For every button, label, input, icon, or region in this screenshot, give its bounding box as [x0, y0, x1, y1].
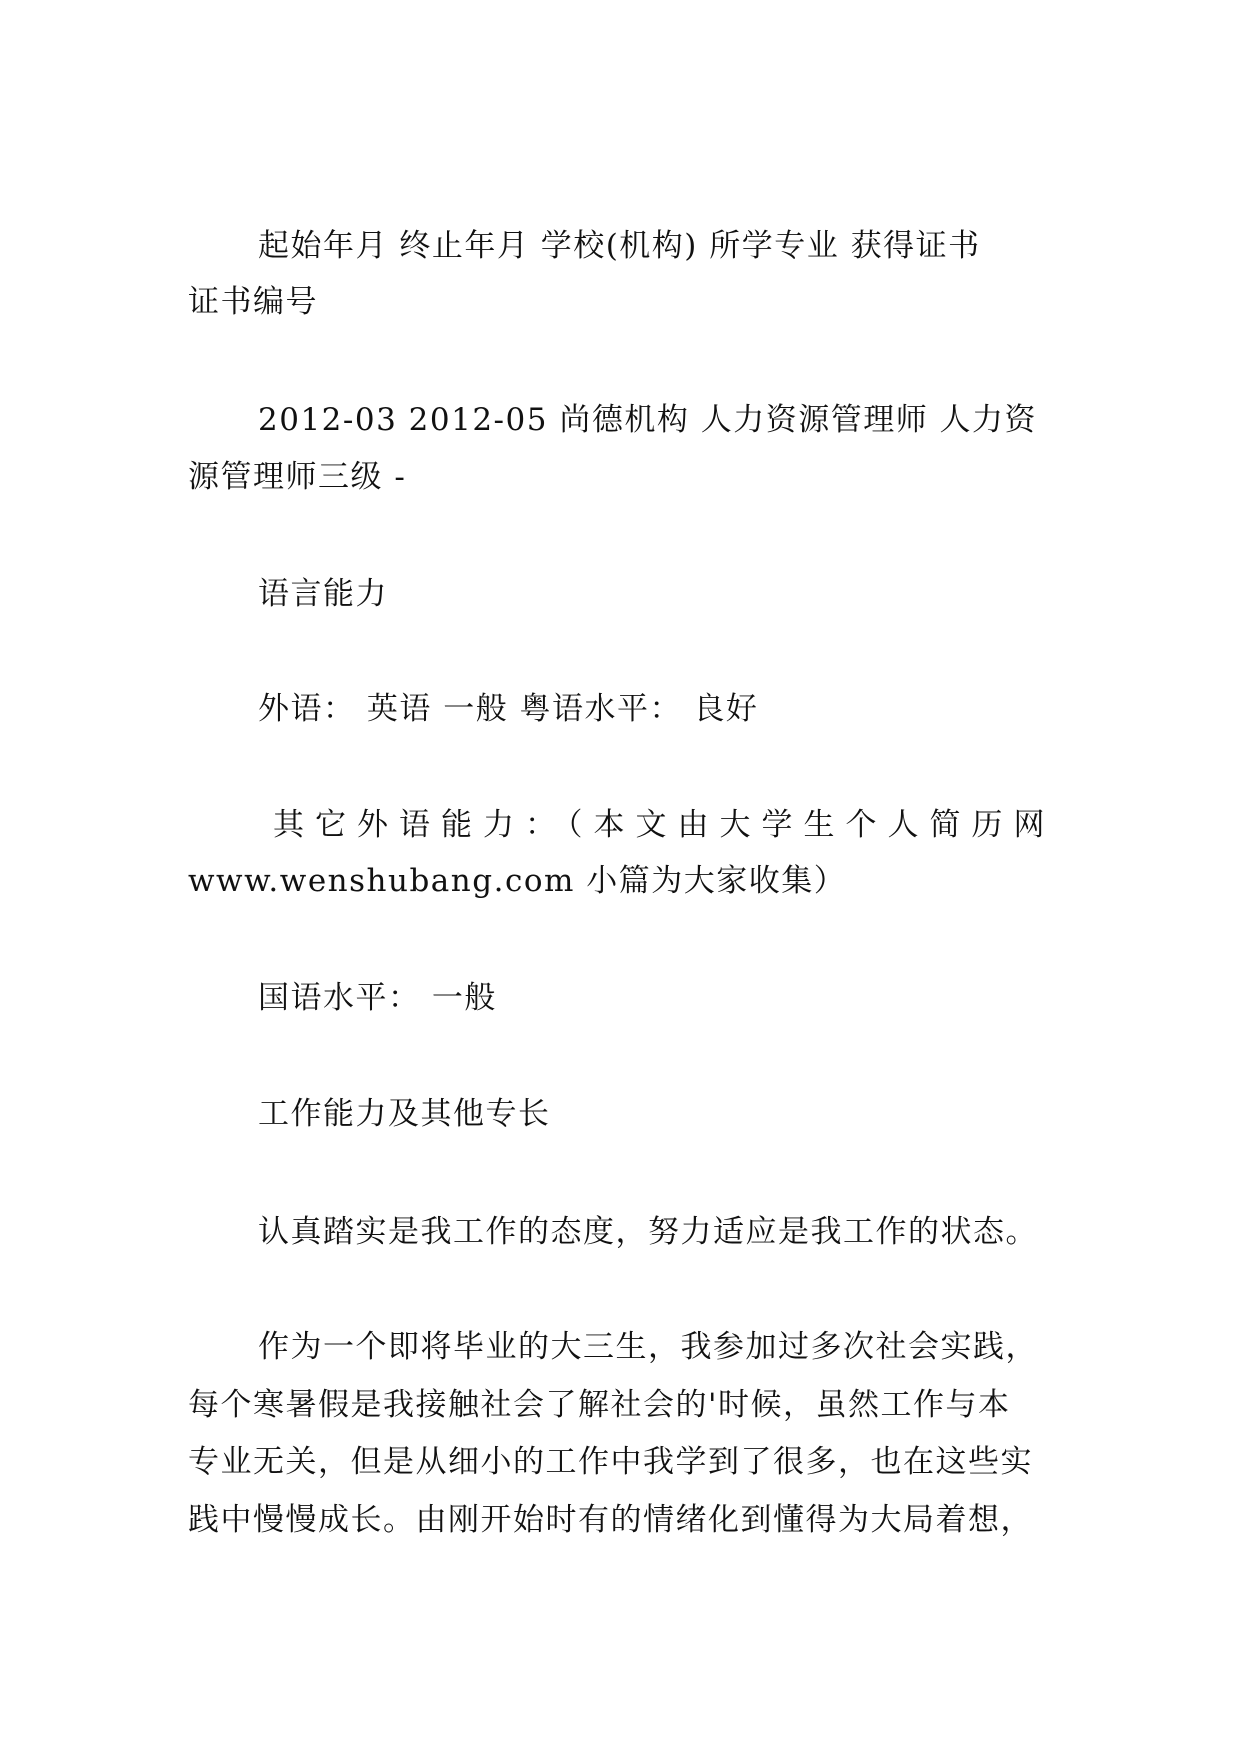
- education-entry-line-1: 2012-03 2012-05 尚德机构 人力资源管理师 人力资: [258, 402, 1038, 438]
- other-language-line-1: 其它外语能力：（本文由大学生个人简历网: [273, 807, 1056, 843]
- experience-line-1: 作为一个即将毕业的大三生，我参加过多次社会实践，: [258, 1329, 1038, 1365]
- experience-line-2: 每个寒暑假是我接触社会了解社会的'时候，虽然工作与本: [188, 1387, 1011, 1423]
- education-entry-line-2: 源管理师三级 -: [188, 459, 407, 495]
- education-header-line-2: 证书编号: [188, 284, 318, 320]
- education-header-line-1: 起始年月 终止年月 学校(机构) 所学专业 获得证书: [258, 228, 981, 264]
- experience-line-4: 践中慢慢成长。由刚开始时有的情绪化到懂得为大局着想，: [188, 1502, 1033, 1538]
- language-ability-heading: 语言能力: [258, 576, 388, 612]
- experience-line-3: 专业无关，但是从细小的工作中我学到了很多，也在这些实: [188, 1444, 1033, 1480]
- foreign-language-line: 外语： 英语 一般 粤语水平： 良好: [258, 691, 759, 727]
- other-language-line-2: www.wenshubang.com 小篇为大家收集）: [188, 863, 847, 899]
- mandarin-level-line: 国语水平： 一般: [258, 980, 497, 1016]
- attitude-line: 认真踏实是我工作的态度，努力适应是我工作的状态。: [258, 1214, 1038, 1250]
- work-ability-heading: 工作能力及其他专长: [258, 1096, 551, 1132]
